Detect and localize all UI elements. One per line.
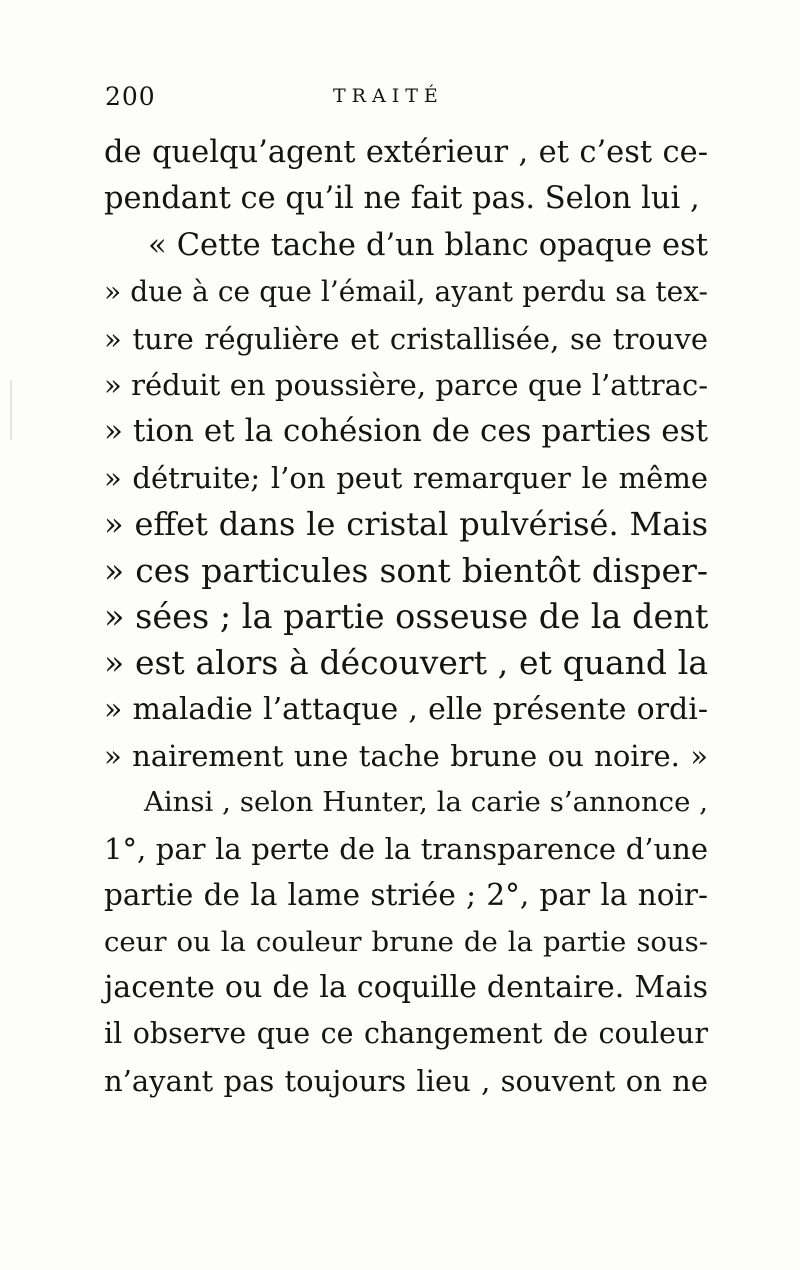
text-line: » détruite; l’on peut remarquer le même [104, 460, 708, 495]
text-line: il observe que ce changement de couleur [104, 1017, 708, 1051]
page-number: 200 [105, 82, 156, 111]
text-line: Ainsi , selon Hunter, la carie s’annonce , [144, 786, 708, 819]
running-head: TRAITÉ [333, 85, 444, 107]
text-line: n’ayant pas toujours lieu , souvent on ne [104, 1063, 708, 1098]
text-line: 1°, par la perte de la transparence d’une [104, 831, 708, 866]
text-line: « Cette tache d’un blanc opaque est [148, 227, 708, 263]
text-line: » due à ce que l’émail, ayant perdu sa tex- [104, 275, 708, 309]
text-line: de quelqu’agent extérieur , et c’est ce- [104, 135, 708, 170]
text-line: » ces particules sont bientôt disper- [104, 550, 708, 590]
text-line: partie de la lame striée ; 2°, par la noir- [104, 878, 708, 913]
text-line: » maladie l’attaque , elle présente ordi- [104, 691, 708, 727]
page-gutter-shadow [10, 380, 12, 440]
text-line: » tion et la cohésion de ces parties est [104, 413, 708, 450]
text-line: » est alors à découvert , et quand la [104, 643, 708, 683]
text-line: » nairement une tache brune ou noire. » [104, 739, 708, 774]
text-line: » effet dans le cristal pulvérisé. Mais [104, 505, 708, 544]
page-header [105, 82, 705, 116]
text-line: » ture régulière et cristallisée, se trouve [104, 321, 708, 356]
text-line: ceur ou la couleur brune de la partie sous- [104, 925, 708, 958]
body-text [104, 130, 708, 1104]
text-line: jacente ou de la coquille dentaire. Mais [104, 970, 708, 1006]
text-line: » réduit en poussière, parce que l’attrac- [104, 367, 708, 402]
text-line: pendant ce qu’il ne fait pas. Selon lui , [104, 181, 700, 217]
text-line: » sées ; la partie osseuse de la dent [104, 596, 709, 636]
